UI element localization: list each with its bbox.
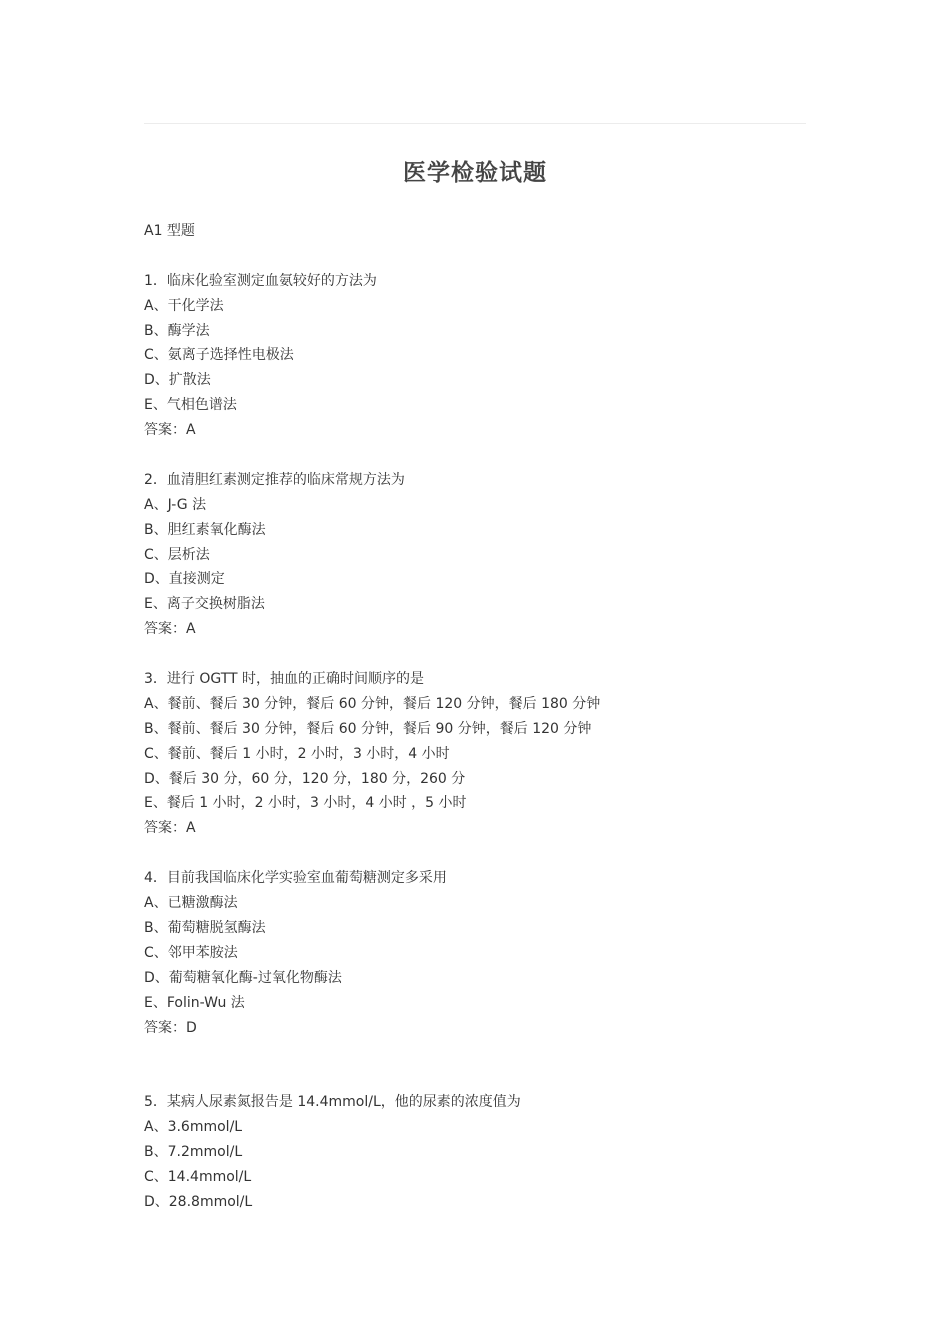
option-b: B、葡萄糖脱氢酶法 xyxy=(144,919,266,936)
question-stem: 1．临床化验室测定血氨较好的方法为 xyxy=(144,272,377,289)
option-a: A、3.6mmol/L xyxy=(144,1119,243,1136)
option-b: B、酶学法 xyxy=(144,322,210,339)
option-d: D、葡萄糖氧化酶-过氧化物酶法 xyxy=(144,969,342,986)
option-d: D、餐后 30 分，60 分，120 分，180 分，260 分 xyxy=(144,770,466,787)
question-3 xyxy=(144,667,806,841)
option-b: B、餐前、餐后 30 分钟，餐后 60 分钟，餐后 90 分钟，餐后 120 分钟 xyxy=(144,720,592,737)
question-stem: 3．进行 OGTT 时，抽血的正确时间顺序的是 xyxy=(144,671,425,688)
option-a: A、干化学法 xyxy=(144,297,224,314)
option-d: D、直接测定 xyxy=(144,571,225,588)
option-e: E、Folin-Wu 法 xyxy=(144,994,245,1011)
section-heading: A1 型题 xyxy=(144,223,195,239)
option-e: E、气相色谱法 xyxy=(144,397,237,414)
option-d: D、扩散法 xyxy=(144,372,211,389)
header-divider xyxy=(144,123,806,124)
answer: 答案：A xyxy=(144,820,196,837)
spacer xyxy=(144,642,806,667)
page-title: 医学检验试题 xyxy=(403,160,547,186)
question-stem: 2．血清胆红素测定推荐的临床常规方法为 xyxy=(144,471,405,488)
option-d: D、28.8mmol/L xyxy=(144,1193,253,1210)
question-stem: 4．目前我国临床化学实验室血葡萄糖测定多采用 xyxy=(144,870,447,887)
document-body xyxy=(144,219,806,1215)
answer: 答案：D xyxy=(144,1019,197,1036)
answer: 答案：A xyxy=(144,422,196,439)
option-b: B、胆红素氧化酶法 xyxy=(144,521,266,538)
question-stem: 5．某病人尿素氮报告是 14.4mmol/L，他的尿素的浓度值为 xyxy=(144,1094,521,1111)
spacer xyxy=(144,841,806,866)
question-5 xyxy=(144,1090,806,1214)
question-1 xyxy=(144,269,806,443)
option-a: A、J-G 法 xyxy=(144,496,207,513)
answer: 答案：A xyxy=(144,621,196,638)
option-e: E、餐后 1 小时，2 小时，3 小时，4 小时 ，5 小时 xyxy=(144,795,467,812)
option-a: A、已糖激酶法 xyxy=(144,895,238,912)
option-c: C、14.4mmol/L xyxy=(144,1168,252,1185)
spacer xyxy=(144,244,806,269)
spacer xyxy=(144,443,806,468)
option-c: C、层析法 xyxy=(144,546,210,563)
option-c: C、氨离子选择性电极法 xyxy=(144,347,294,364)
option-b: B、7.2mmol/L xyxy=(144,1143,243,1160)
option-c: C、餐前、餐后 1 小时，2 小时，3 小时，4 小时 xyxy=(144,745,450,762)
option-a: A、餐前、餐后 30 分钟，餐后 60 分钟，餐后 120 分钟，餐后 180 分钟 xyxy=(144,695,601,712)
question-2 xyxy=(144,468,806,642)
question-4 xyxy=(144,866,806,1040)
spacer xyxy=(144,1040,806,1090)
option-e: E、离子交换树脂法 xyxy=(144,596,265,613)
option-c: C、邻甲苯胺法 xyxy=(144,944,238,961)
